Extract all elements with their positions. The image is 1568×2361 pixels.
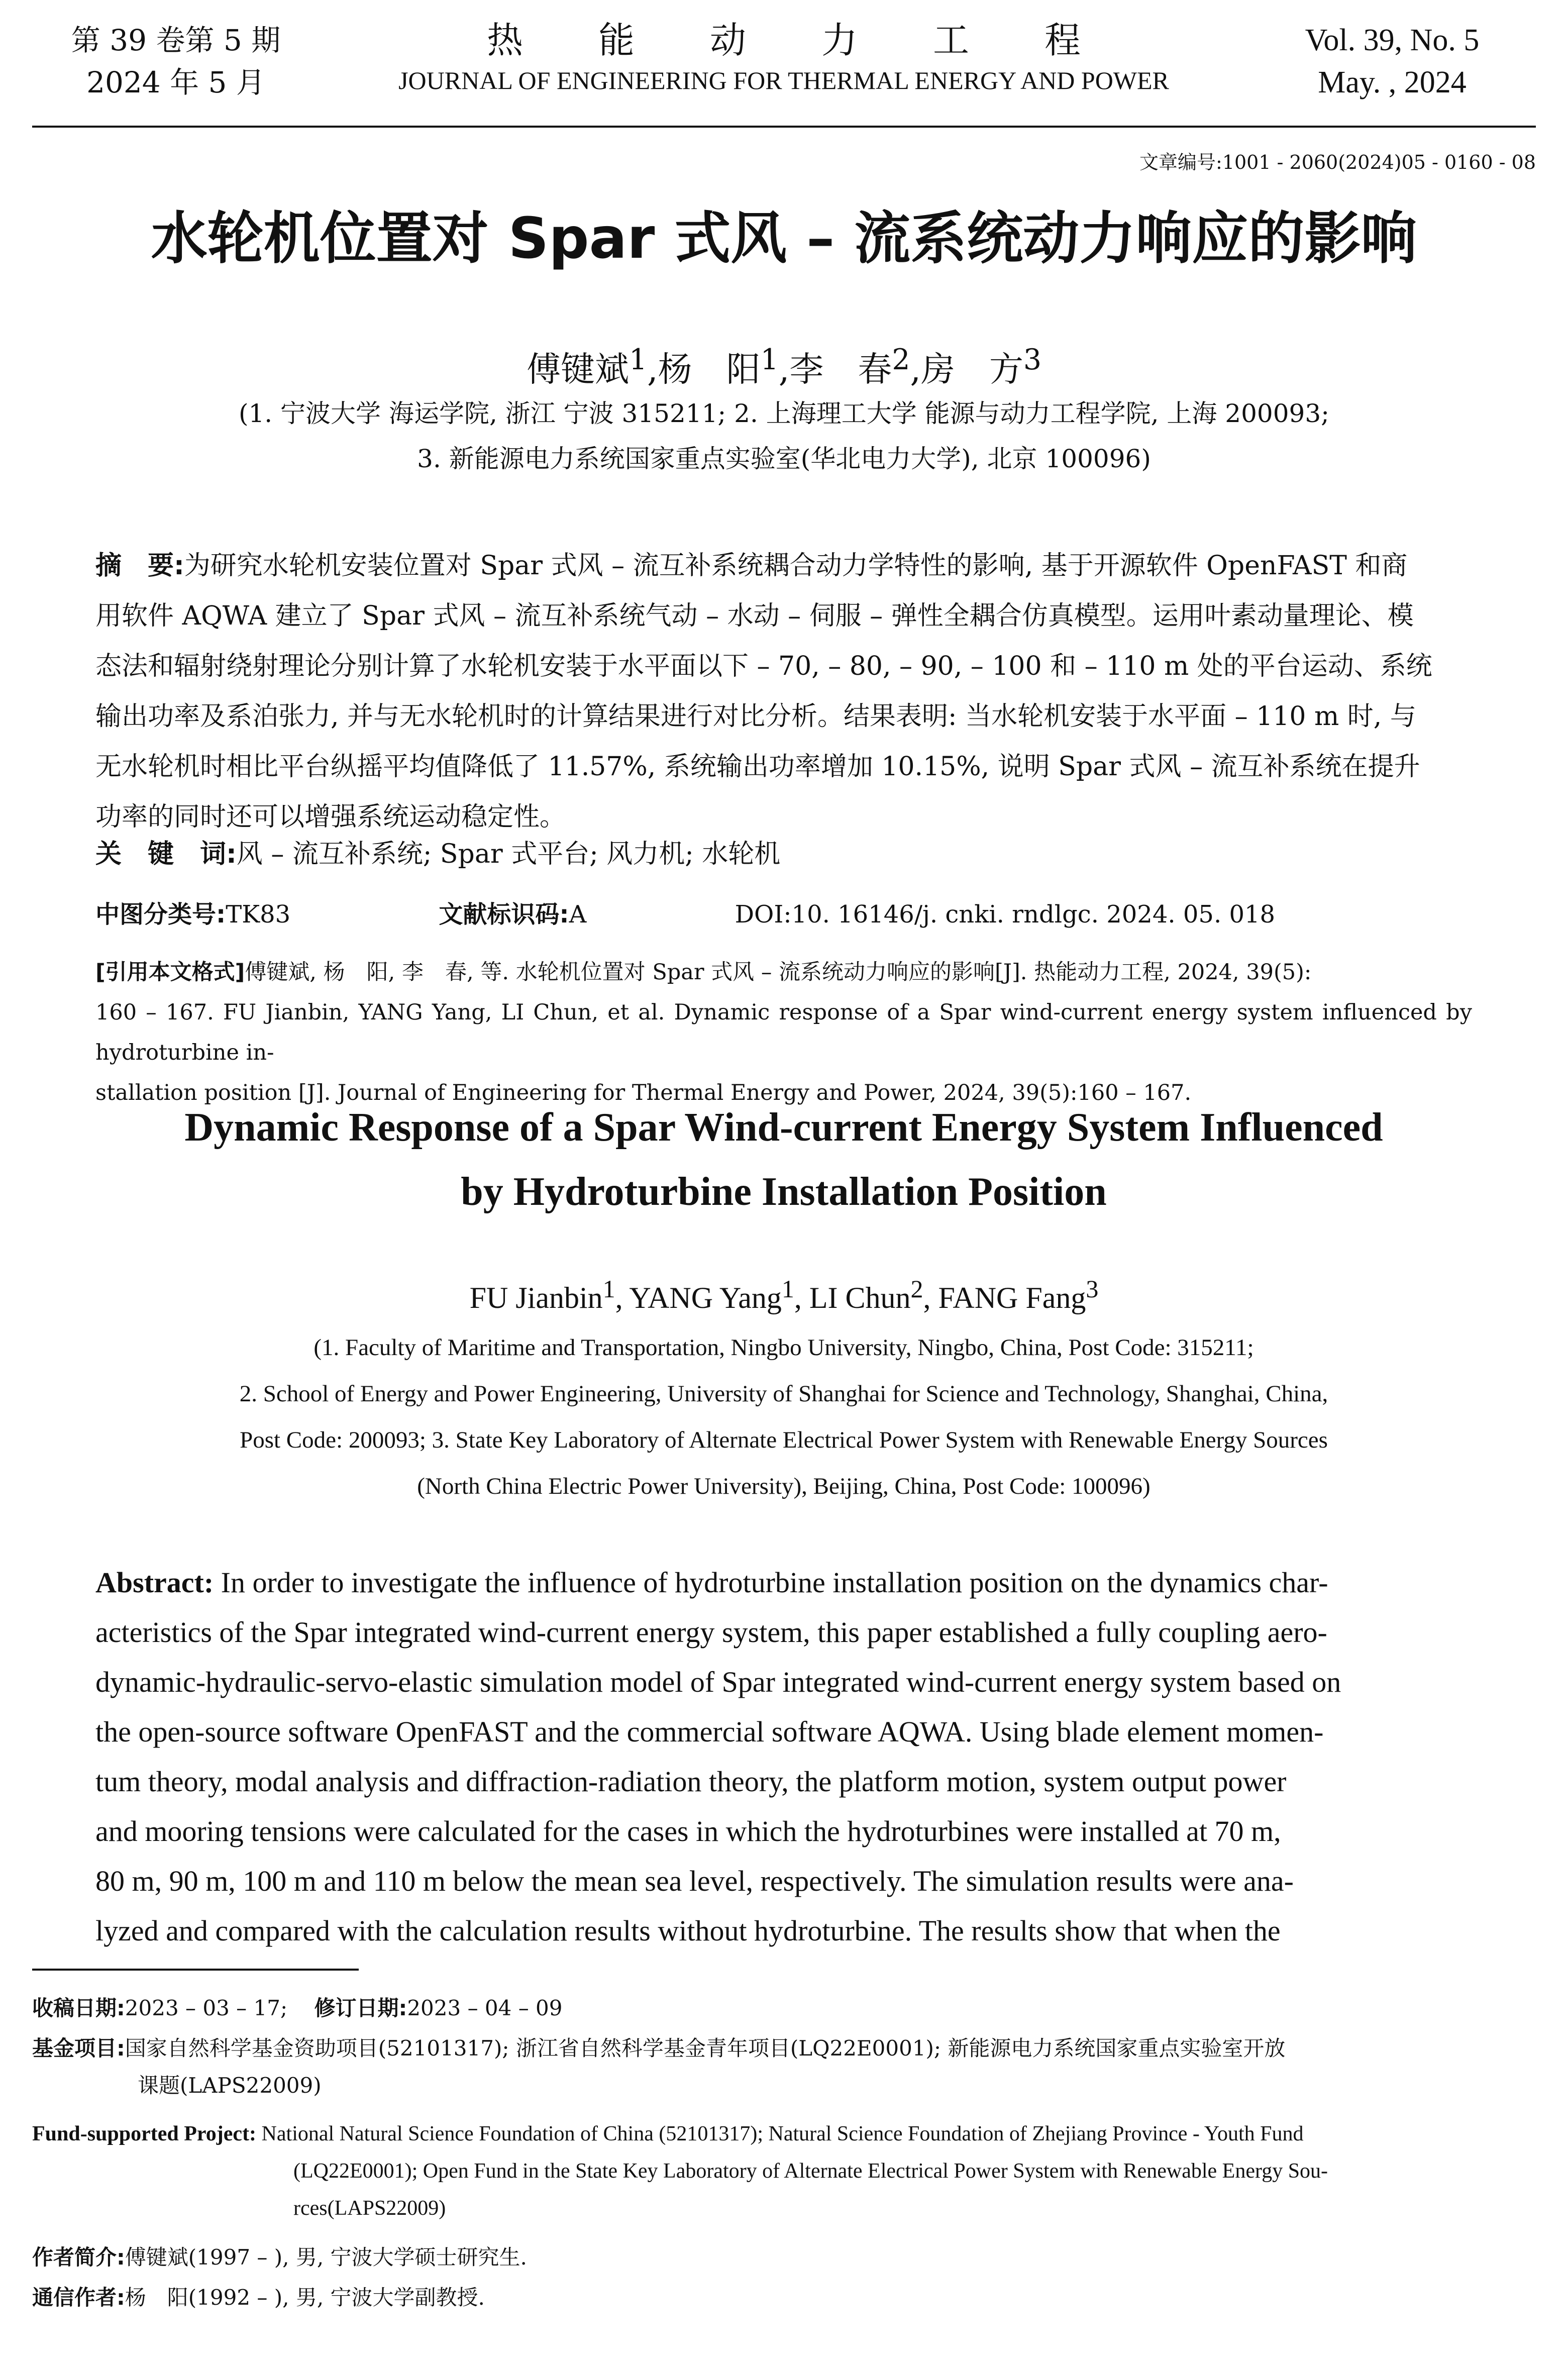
author-en-sup: 1 <box>781 1275 794 1303</box>
header-rule <box>32 126 1536 128</box>
affiliation-en-line: Post Code: 200093; 3. State Key Laboratory of Alternate Electrical Power System with Renewable Energy Sources <box>240 1427 1328 1453</box>
fund-en-label: Fund-supported Project: <box>32 2122 257 2145</box>
author-cn: 傅键斌 <box>526 350 629 390</box>
abstract-en-line: dynamic-hydraulic-servo-elastic simulation model of Spar integrated wind-current energy system based on <box>95 1666 1341 1698</box>
fund-en-line: National Natural Science Foundation of China (52101317); Natural Science Foundation of Zhejiang Province - Youth Fund <box>261 2122 1304 2145</box>
abstract-en-line: tum theory, modal analysis and diffraction-radiation theory, the platform motion, system output power <box>95 1765 1287 1798</box>
affiliation-en-line: 2. School of Energy and Power Engineering, University of Shanghai for Science and Technology, Shanghai, China, <box>239 1381 1328 1407</box>
abstract-cn-line: 无水轮机时相比平台纵摇平均值降低了 11.57%, 系统输出功率增加 10.15%, 说明 Spar 式风 – 流互补系统在提升 <box>95 752 1420 782</box>
fund-en-line: rces(LAPS22009) <box>293 2197 446 2220</box>
issue-en <box>1251 19 1533 104</box>
footnote-rule <box>32 1969 359 1971</box>
abstract-en-line: 80 m, 90 m, 100 m and 110 m below the mean sea level, respectively. The simulation results were ana- <box>95 1865 1294 1897</box>
journal-name-en: JOURNAL OF ENGINEERING FOR THERMAL ENERGY AND POWER <box>398 66 1169 94</box>
affiliation-en-line: (North China Electric Power University), Beijing, China, Post Code: 100096) <box>417 1473 1151 1499</box>
abstract-en-line: acteristics of the Spar integrated wind-current energy system, this paper established a fully coupling aero- <box>95 1616 1327 1649</box>
footnote-corresponding <box>32 2279 1479 2316</box>
affiliation-en-line: (1. Faculty of Maritime and Transportation, Ningbo University, Ningbo, China, Post Code: 315211; <box>313 1335 1254 1361</box>
author-bio-label: 作者简介: <box>32 2245 125 2270</box>
keywords-cn-text: 风 – 流互补系统; Spar 式平台; 风力机; 水轮机 <box>236 839 781 869</box>
abstract-cn <box>95 541 1472 842</box>
issue-cn-volume: 第 39 卷第 5 期 <box>71 23 281 57</box>
author-cn-sup: 3 <box>1023 343 1042 376</box>
issue-en-date: May. , 2024 <box>1318 65 1467 99</box>
affiliation-cn-line: 3. 新能源电力系统国家重点实验室(华北电力大学), 北京 100096) <box>417 444 1151 473</box>
author-cn-sup: 2 <box>892 343 910 376</box>
citation-line: 160 – 167. FU Jianbin, YANG Yang, LI Chun, et al. Dynamic response of a Spar wind-current energy system influenced by hydroturbine in- <box>95 1000 1472 1065</box>
abstract-en-line: the open-source software OpenFAST and the commercial software AQWA. Using blade element momen- <box>95 1715 1324 1748</box>
issue-en-volume: Vol. 39, No. 5 <box>1305 23 1480 57</box>
clc-value: TK83 <box>226 900 291 929</box>
author-en: LI Chun <box>809 1281 911 1314</box>
doc-value: A <box>569 900 587 929</box>
fund-en-line: (LQ22E0001); Open Fund in the State Key Laboratory of Alternate Electrical Power System with Renewable Energy Sou- <box>293 2160 1328 2183</box>
authors-cn: 傅键斌$^1$,杨 阳$^1$,李 春$^2$,房 方$^3$ <box>526 343 1042 390</box>
doc-label: 文献标识码: <box>439 900 569 929</box>
author-cn: 李 春 <box>789 350 892 390</box>
journal-name <box>342 15 1226 95</box>
author-cn: 杨 阳 <box>658 350 761 390</box>
abstract-cn-line: 输出功率及系泊张力, 并与无水轮机时的计算结果进行对比分析。结果表明: 当水轮机安装于水平面 – 110 m 时, 与 <box>95 701 1416 732</box>
author-cn-sup: 1 <box>760 343 779 376</box>
footnote-fund-cn <box>32 2030 1479 2104</box>
keywords-cn-label: 关 键 词: <box>95 839 237 869</box>
author-cn-sup: 1 <box>629 343 647 376</box>
abstract-en <box>95 1558 1472 1956</box>
title-cn: 水轮机位置对 Spar 式风 – 流系统动力响应的影响 <box>151 206 1417 271</box>
clc-code <box>95 900 361 929</box>
fund-cn-label: 基金项目: <box>32 2036 125 2061</box>
author-en-sup: 3 <box>1086 1275 1099 1303</box>
title-en-line: by Hydroturbine Installation Position <box>461 1170 1107 1214</box>
keywords-cn <box>95 834 780 874</box>
author-bio: 傅键斌(1997 – ), 男, 宁波大学硕士研究生. <box>125 2245 527 2270</box>
abstract-cn-line: 用软件 AQWA 建立了 Spar 式风 – 流互补系统气动 – 水动 – 伺服 – 弹性全耦合仿真模型。运用叶素动量理论、模 <box>95 601 1414 631</box>
issue-cn-date: 2024 年 5 月 <box>86 65 265 99</box>
citation-line: stallation position [J]. Journal of Engineering for Thermal Energy and Power, 2024, 39(5):160 – 167. <box>95 1080 1192 1105</box>
title-en <box>80 1095 1487 1224</box>
abstract-cn-line: 为研究水轮机安装位置对 Spar 式风 – 流互补系统耦合动力学特性的影响, 基于开源软件 OpenFAST 和商 <box>184 551 1408 581</box>
issue-cn <box>35 19 317 104</box>
abstract-en-line: In order to investigate the influence of hydroturbine installation position on the dynamics char- <box>214 1566 1328 1599</box>
clc-label: 中图分类号: <box>95 900 226 929</box>
affiliation-cn-line: (1. 宁波大学 海运学院, 浙江 宁波 315211; 2. 上海理工大学 能源与动力工程学院, 上海 200093; <box>238 399 1330 428</box>
received-label: 收稿日期: <box>32 1996 125 2020</box>
doi: DOI:10. 16146/j. cnki. rndlgc. 2024. 05. 018 <box>735 900 1276 929</box>
author-en: YANG Yang <box>629 1281 782 1314</box>
citation-line: 傅键斌, 杨 阳, 李 春, 等. 水轮机位置对 Spar 式风 – 流系统动力响应的影响[J]. 热能动力工程, 2024, 39(5): <box>245 960 1312 985</box>
abstract-en-label: Abstract: <box>95 1566 214 1599</box>
corresponding-author: 杨 阳(1992 – ), 男, 宁波大学副教授. <box>125 2285 485 2310</box>
footnote-author <box>32 2239 1479 2276</box>
abstract-cn-line: 功率的同时还可以增强系统运动稳定性。 <box>95 802 566 832</box>
article-number: 文章编号:1001 - 2060(2024)05 - 0160 - 08 <box>1139 151 1536 173</box>
title-en-line: Dynamic Response of a Spar Wind-current Energy System Influenced <box>184 1105 1383 1150</box>
citation-format <box>95 952 1472 1113</box>
fund-cn-line: 国家自然科学基金资助项目(52101317); 浙江省自然科学基金青年项目(LQ22E0001); 新能源电力系统国家重点实验室开放 <box>125 2036 1286 2061</box>
citation-label: [引用本文格式] <box>95 960 245 985</box>
revised-label: 修订日期: <box>314 1996 407 2020</box>
footnote-fund-en <box>32 2115 1479 2227</box>
abstract-en-line: and mooring tensions were calculated for the cases in which the hydroturbines were installed at 70 m, <box>95 1815 1281 1847</box>
author-en-sup: 1 <box>602 1275 615 1303</box>
revised-date: 2023 – 04 – 09 <box>407 1996 563 2020</box>
author-en-sup: 2 <box>910 1275 923 1303</box>
author-en: FANG Fang <box>938 1281 1086 1314</box>
received-date: 2023 – 03 – 17; <box>125 1996 288 2020</box>
corresponding-label: 通信作者: <box>32 2285 125 2310</box>
author-en: FU Jianbin <box>469 1281 603 1314</box>
abstract-en-line: lyzed and compared with the calculation results without hydroturbine. The results show that when the <box>95 1914 1281 1947</box>
authors-en: FU Jianbin$^1$, YANG Yang$^1$, LI Chun$^2$, FANG Fang$^3$ <box>469 1275 1099 1314</box>
abstract-cn-label: 摘 要: <box>95 551 184 581</box>
classification-row <box>95 894 1472 935</box>
doc-code <box>439 900 657 929</box>
author-cn: 房 方 <box>921 350 1024 390</box>
footnote-dates <box>32 1990 1479 2027</box>
affiliations-en <box>100 1324 1467 1509</box>
journal-name-cn: 热能动力工程 <box>486 19 1156 61</box>
abstract-cn-line: 态法和辐射绕射理论分别计算了水轮机安装于水平面以下 – 70, – 80, – 90, – 100 和 – 110 m 处的平台运动、系统 <box>95 651 1432 681</box>
fund-cn-line: 课题(LAPS22009) <box>138 2073 322 2098</box>
